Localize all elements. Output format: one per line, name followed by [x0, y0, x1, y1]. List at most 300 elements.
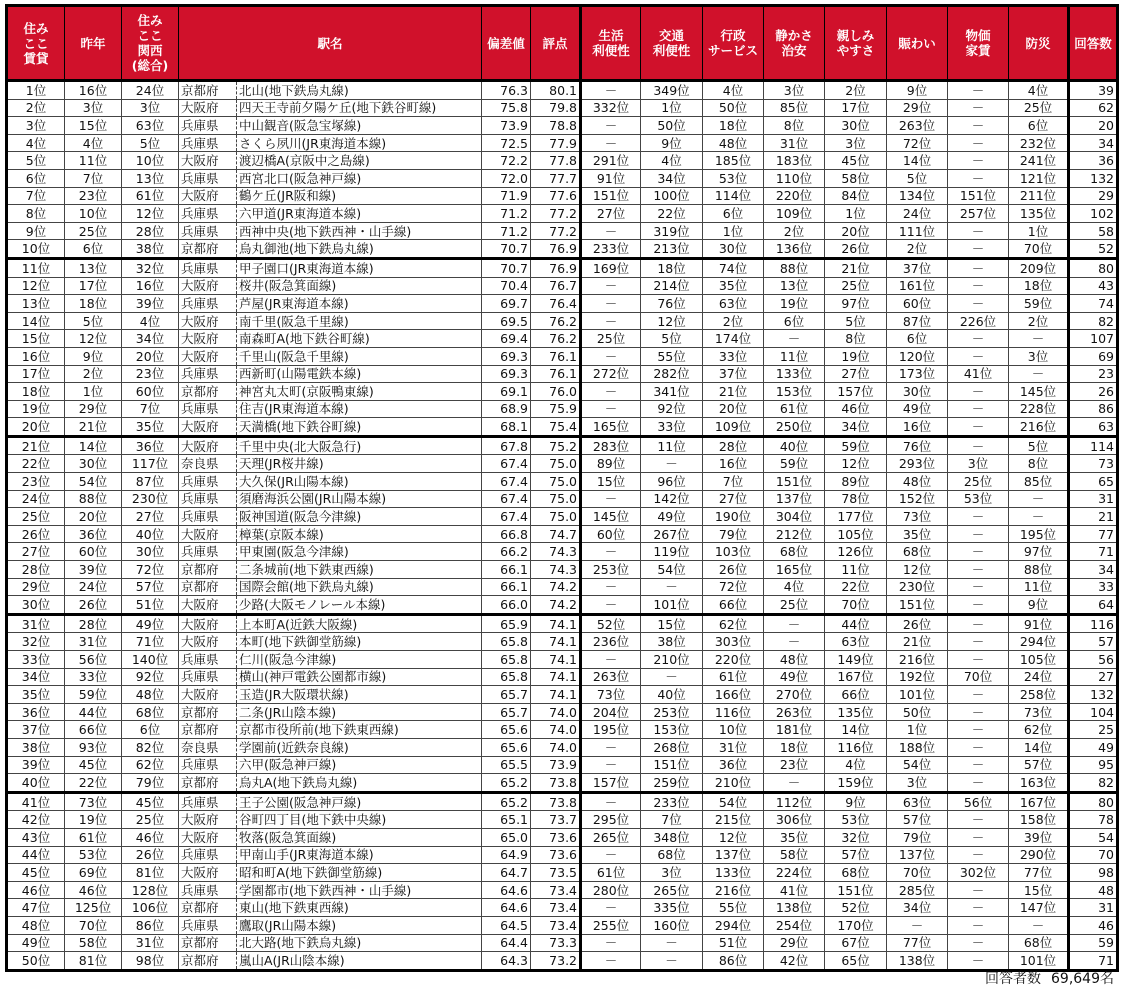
cell-kansai-overall: 7位 [122, 400, 179, 418]
cell-last-year: 39位 [65, 561, 122, 579]
cell-rank: 49位 [7, 934, 65, 952]
cell-prefecture: 兵庫県 [179, 205, 237, 223]
cell-admin-services: 66位 [703, 596, 764, 615]
cell-last-year: 10位 [65, 205, 122, 223]
cell-prices-rent: － [948, 934, 1009, 952]
cell-disaster-prevention: 5位 [1009, 436, 1069, 455]
cell-transport-convenience: 349位 [641, 81, 703, 100]
cell-living-convenience: 25位 [581, 330, 641, 348]
cell-score: 74.0 [531, 738, 581, 756]
cell-transport-convenience: 265位 [641, 881, 703, 899]
cell-quiet-safety: － [764, 633, 825, 651]
cell-rank: 31位 [7, 614, 65, 633]
cell-responses: 132 [1069, 686, 1118, 704]
cell-score: 77.7 [531, 169, 581, 187]
cell-kansai-overall: 16位 [122, 277, 179, 295]
cell-friendliness: 53位 [825, 811, 887, 829]
cell-responses: 64 [1069, 596, 1118, 615]
cell-prefecture: 兵庫県 [179, 365, 237, 383]
cell-prefecture: 大阪府 [179, 277, 237, 295]
cell-kansai-overall: 51位 [122, 596, 179, 615]
cell-living-convenience: 253位 [581, 561, 641, 579]
cell-disaster-prevention: 121位 [1009, 169, 1069, 187]
cell-kansai-overall: 12位 [122, 205, 179, 223]
cell-rank: 50位 [7, 952, 65, 971]
cell-quiet-safety: 31位 [764, 134, 825, 152]
cell-station: 烏丸御池(地下鉄烏丸線) [237, 240, 482, 259]
cell-kansai-overall: 26位 [122, 846, 179, 864]
cell-admin-services: 50位 [703, 99, 764, 117]
cell-quiet-safety: 6位 [764, 312, 825, 330]
cell-deviation: 72.5 [482, 134, 531, 152]
cell-station: 須磨海浜公園(JR山陽本線) [237, 490, 482, 508]
cell-disaster-prevention: 57位 [1009, 756, 1069, 774]
cell-deviation: 66.0 [482, 596, 531, 615]
cell-kansai-overall: 98位 [122, 952, 179, 971]
cell-deviation: 66.2 [482, 543, 531, 561]
cell-quiet-safety: 18位 [764, 738, 825, 756]
cell-deviation: 66.1 [482, 578, 531, 596]
cell-deviation: 67.4 [482, 455, 531, 473]
cell-score: 77.2 [531, 222, 581, 240]
cell-last-year: 73位 [65, 792, 122, 811]
cell-transport-convenience: 50位 [641, 117, 703, 135]
cell-transport-convenience: 142位 [641, 490, 703, 508]
table-row [7, 792, 1118, 811]
cell-disaster-prevention: 195位 [1009, 525, 1069, 543]
cell-station: 学園都市(地下鉄西神・山手線) [237, 881, 482, 899]
cell-kansai-overall: 60位 [122, 383, 179, 401]
table-row [7, 418, 1118, 437]
cell-friendliness: 70位 [825, 596, 887, 615]
cell-admin-services: 12位 [703, 828, 764, 846]
cell-prefecture: 京都府 [179, 383, 237, 401]
cell-transport-convenience: 253位 [641, 703, 703, 721]
cell-kansai-overall: 63位 [122, 117, 179, 135]
cell-liveliness: 35位 [887, 525, 948, 543]
cell-quiet-safety: 25位 [764, 596, 825, 615]
cell-quiet-safety: 59位 [764, 455, 825, 473]
cell-last-year: 1位 [65, 383, 122, 401]
table-row [7, 169, 1118, 187]
cell-deviation: 70.7 [482, 240, 531, 259]
cell-admin-services: 303位 [703, 633, 764, 651]
cell-deviation: 64.3 [482, 952, 531, 971]
cell-friendliness: 22位 [825, 578, 887, 596]
cell-prefecture: 大阪府 [179, 347, 237, 365]
cell-responses: 27 [1069, 668, 1118, 686]
cell-friendliness: 66位 [825, 686, 887, 704]
cell-prices-rent: － [948, 846, 1009, 864]
cell-kansai-overall: 34位 [122, 330, 179, 348]
cell-rank: 23位 [7, 473, 65, 491]
cell-living-convenience: － [581, 383, 641, 401]
table-row [7, 881, 1118, 899]
cell-rank: 21位 [7, 436, 65, 455]
cell-rank: 27位 [7, 543, 65, 561]
cell-score: 73.4 [531, 899, 581, 917]
header-prices-rent: 物価 家賃 [948, 6, 1009, 81]
cell-transport-convenience: 213位 [641, 240, 703, 259]
cell-responses: 31 [1069, 490, 1118, 508]
cell-station: 二条城前(地下鉄東西線) [237, 561, 482, 579]
cell-kansai-overall: 62位 [122, 756, 179, 774]
cell-deviation: 64.7 [482, 864, 531, 882]
cell-prefecture: 大阪府 [179, 828, 237, 846]
cell-admin-services: 30位 [703, 240, 764, 259]
cell-prices-rent: 56位 [948, 792, 1009, 811]
cell-last-year: 19位 [65, 811, 122, 829]
cell-deviation: 65.7 [482, 703, 531, 721]
cell-living-convenience: － [581, 756, 641, 774]
cell-station: 阪神国道(阪急今津線) [237, 508, 482, 526]
cell-prefecture: 京都府 [179, 899, 237, 917]
cell-score: 74.7 [531, 525, 581, 543]
cell-transport-convenience: 55位 [641, 347, 703, 365]
cell-prices-rent: － [948, 633, 1009, 651]
cell-prices-rent: － [948, 916, 1009, 934]
cell-disaster-prevention: 101位 [1009, 952, 1069, 971]
cell-responses: 23 [1069, 365, 1118, 383]
cell-living-convenience: 265位 [581, 828, 641, 846]
header-friendliness: 親しみ やすさ [825, 6, 887, 81]
cell-quiet-safety: 85位 [764, 99, 825, 117]
cell-responses: 114 [1069, 436, 1118, 455]
cell-prefecture: 京都府 [179, 952, 237, 971]
cell-liveliness: 48位 [887, 473, 948, 491]
cell-prefecture: 大阪府 [179, 864, 237, 882]
cell-friendliness: 78位 [825, 490, 887, 508]
cell-liveliness: 230位 [887, 578, 948, 596]
cell-quiet-safety: 11位 [764, 347, 825, 365]
cell-kansai-overall: 31位 [122, 934, 179, 952]
cell-quiet-safety: － [764, 614, 825, 633]
cell-admin-services: 55位 [703, 899, 764, 917]
cell-last-year: 60位 [65, 543, 122, 561]
cell-transport-convenience: 15位 [641, 614, 703, 633]
cell-responses: 57 [1069, 633, 1118, 651]
cell-admin-services: 72位 [703, 578, 764, 596]
cell-deviation: 65.2 [482, 792, 531, 811]
cell-last-year: 33位 [65, 668, 122, 686]
table-row [7, 561, 1118, 579]
cell-station: 西神中央(地下鉄西神・山手線) [237, 222, 482, 240]
cell-score: 74.1 [531, 668, 581, 686]
cell-prefecture: 京都府 [179, 703, 237, 721]
cell-station: 国際会館(地下鉄烏丸線) [237, 578, 482, 596]
cell-liveliness: 60位 [887, 295, 948, 313]
cell-transport-convenience: 96位 [641, 473, 703, 491]
cell-living-convenience: － [581, 312, 641, 330]
cell-quiet-safety: 183位 [764, 152, 825, 170]
cell-station: 少路(大阪モノレール本線) [237, 596, 482, 615]
cell-last-year: 125位 [65, 899, 122, 917]
cell-rank: 42位 [7, 811, 65, 829]
cell-friendliness: 46位 [825, 400, 887, 418]
cell-friendliness: 26位 [825, 240, 887, 259]
cell-rank: 4位 [7, 134, 65, 152]
cell-prefecture: 兵庫県 [179, 508, 237, 526]
cell-score: 73.5 [531, 864, 581, 882]
cell-disaster-prevention: 290位 [1009, 846, 1069, 864]
cell-friendliness: 44位 [825, 614, 887, 633]
cell-last-year: 22位 [65, 774, 122, 793]
cell-living-convenience: 15位 [581, 473, 641, 491]
cell-deviation: 67.4 [482, 473, 531, 491]
cell-liveliness: 134位 [887, 187, 948, 205]
cell-rank: 17位 [7, 365, 65, 383]
cell-disaster-prevention: 211位 [1009, 187, 1069, 205]
cell-friendliness: 14位 [825, 721, 887, 739]
cell-admin-services: 20位 [703, 400, 764, 418]
cell-last-year: 93位 [65, 738, 122, 756]
cell-transport-convenience: 76位 [641, 295, 703, 313]
cell-prefecture: 大阪府 [179, 418, 237, 437]
cell-transport-convenience: 153位 [641, 721, 703, 739]
cell-responses: 43 [1069, 277, 1118, 295]
cell-kansai-overall: 61位 [122, 187, 179, 205]
cell-rank: 34位 [7, 668, 65, 686]
cell-rank: 32位 [7, 633, 65, 651]
table-row [7, 828, 1118, 846]
cell-responses: 69 [1069, 347, 1118, 365]
cell-liveliness: 87位 [887, 312, 948, 330]
cell-friendliness: 67位 [825, 934, 887, 952]
cell-friendliness: 170位 [825, 916, 887, 934]
cell-prefecture: 大阪府 [179, 99, 237, 117]
cell-friendliness: 34位 [825, 418, 887, 437]
cell-disaster-prevention: 145位 [1009, 383, 1069, 401]
cell-prefecture: 兵庫県 [179, 846, 237, 864]
cell-prices-rent: － [948, 258, 1009, 277]
cell-prefecture: 大阪府 [179, 312, 237, 330]
cell-deviation: 65.1 [482, 811, 531, 829]
cell-disaster-prevention: 15位 [1009, 881, 1069, 899]
cell-disaster-prevention: 258位 [1009, 686, 1069, 704]
cell-responses: 58 [1069, 222, 1118, 240]
cell-prices-rent: － [948, 277, 1009, 295]
cell-liveliness: 30位 [887, 383, 948, 401]
cell-living-convenience: 204位 [581, 703, 641, 721]
cell-prices-rent: － [948, 134, 1009, 152]
cell-disaster-prevention: 232位 [1009, 134, 1069, 152]
cell-admin-services: 166位 [703, 686, 764, 704]
cell-liveliness: 50位 [887, 703, 948, 721]
cell-kansai-overall: 25位 [122, 811, 179, 829]
cell-prefecture: 兵庫県 [179, 792, 237, 811]
cell-disaster-prevention: 77位 [1009, 864, 1069, 882]
cell-deviation: 71.9 [482, 187, 531, 205]
cell-rank: 41位 [7, 792, 65, 811]
cell-living-convenience: 263位 [581, 668, 641, 686]
cell-deviation: 69.3 [482, 347, 531, 365]
cell-kansai-overall: 23位 [122, 365, 179, 383]
cell-prices-rent: － [948, 811, 1009, 829]
cell-kansai-overall: 71位 [122, 633, 179, 651]
cell-deviation: 70.7 [482, 258, 531, 277]
cell-responses: 74 [1069, 295, 1118, 313]
header-deviation: 偏差値 [482, 6, 531, 81]
cell-friendliness: 58位 [825, 169, 887, 187]
cell-responses: 34 [1069, 561, 1118, 579]
cell-friendliness: 89位 [825, 473, 887, 491]
cell-disaster-prevention: 14位 [1009, 738, 1069, 756]
table-row [7, 668, 1118, 686]
cell-responses: 49 [1069, 738, 1118, 756]
cell-responses: 63 [1069, 418, 1118, 437]
cell-quiet-safety: 220位 [764, 187, 825, 205]
cell-responses: 26 [1069, 383, 1118, 401]
cell-admin-services: 26位 [703, 561, 764, 579]
cell-last-year: 46位 [65, 881, 122, 899]
cell-liveliness: 26位 [887, 614, 948, 633]
cell-station: 鶴ケ丘(JR阪和線) [237, 187, 482, 205]
cell-transport-convenience: 18位 [641, 258, 703, 277]
cell-disaster-prevention: － [1009, 490, 1069, 508]
cell-prefecture: 京都府 [179, 934, 237, 952]
cell-prefecture: 大阪府 [179, 633, 237, 651]
cell-transport-convenience: 1位 [641, 99, 703, 117]
cell-living-convenience: － [581, 222, 641, 240]
cell-last-year: 12位 [65, 330, 122, 348]
table-row [7, 899, 1118, 917]
cell-score: 74.0 [531, 721, 581, 739]
cell-disaster-prevention: 163位 [1009, 774, 1069, 793]
cell-prices-rent: － [948, 117, 1009, 135]
cell-friendliness: 45位 [825, 152, 887, 170]
cell-station: 六甲道(JR東海道本線) [237, 205, 482, 223]
cell-disaster-prevention: 8位 [1009, 455, 1069, 473]
cell-admin-services: 294位 [703, 916, 764, 934]
cell-deviation: 71.2 [482, 205, 531, 223]
cell-score: 75.4 [531, 418, 581, 437]
cell-friendliness: 116位 [825, 738, 887, 756]
cell-disaster-prevention: 97位 [1009, 543, 1069, 561]
cell-prefecture: 京都府 [179, 774, 237, 793]
cell-admin-services: 21位 [703, 383, 764, 401]
header-liveliness: 賑わい [887, 6, 948, 81]
cell-disaster-prevention: 68位 [1009, 934, 1069, 952]
table-row [7, 774, 1118, 793]
table-row [7, 952, 1118, 971]
cell-prices-rent: － [948, 81, 1009, 100]
cell-rank: 28位 [7, 561, 65, 579]
table-row [7, 134, 1118, 152]
cell-prefecture: 京都府 [179, 561, 237, 579]
cell-transport-convenience: 214位 [641, 277, 703, 295]
cell-liveliness: 3位 [887, 774, 948, 793]
cell-quiet-safety: 153位 [764, 383, 825, 401]
cell-station: 千里中央(北大阪急行) [237, 436, 482, 455]
cell-prices-rent: 257位 [948, 205, 1009, 223]
cell-disaster-prevention: － [1009, 330, 1069, 348]
table-row [7, 222, 1118, 240]
cell-score: 73.4 [531, 916, 581, 934]
cell-station: 横山(神戸電鉄公園都市線) [237, 668, 482, 686]
cell-disaster-prevention: 105位 [1009, 651, 1069, 669]
cell-rank: 26位 [7, 525, 65, 543]
cell-liveliness: 12位 [887, 561, 948, 579]
cell-score: 75.0 [531, 490, 581, 508]
cell-quiet-safety: 19位 [764, 295, 825, 313]
cell-responses: 62 [1069, 99, 1118, 117]
cell-disaster-prevention: 294位 [1009, 633, 1069, 651]
cell-score: 76.2 [531, 330, 581, 348]
cell-rank: 30位 [7, 596, 65, 615]
cell-prices-rent: － [948, 383, 1009, 401]
cell-responses: 70 [1069, 846, 1118, 864]
cell-prices-rent: － [948, 152, 1009, 170]
cell-prices-rent: 53位 [948, 490, 1009, 508]
cell-prefecture: 兵庫県 [179, 651, 237, 669]
cell-responses: 73 [1069, 455, 1118, 473]
cell-friendliness: 8位 [825, 330, 887, 348]
cell-deviation: 72.0 [482, 169, 531, 187]
cell-station: 北山(地下鉄烏丸線) [237, 81, 482, 100]
cell-score: 74.1 [531, 614, 581, 633]
cell-station: 大久保(JR山陽本線) [237, 473, 482, 491]
cell-living-convenience: 255位 [581, 916, 641, 934]
table-row [7, 756, 1118, 774]
cell-kansai-overall: 36位 [122, 436, 179, 455]
cell-kansai-overall: 230位 [122, 490, 179, 508]
cell-liveliness: 2位 [887, 240, 948, 259]
cell-friendliness: 5位 [825, 312, 887, 330]
cell-admin-services: 36位 [703, 756, 764, 774]
cell-living-convenience: － [581, 400, 641, 418]
cell-score: 77.6 [531, 187, 581, 205]
cell-station: 南千里(阪急千里線) [237, 312, 482, 330]
cell-transport-convenience: 3位 [641, 864, 703, 882]
cell-admin-services: 114位 [703, 187, 764, 205]
cell-admin-services: 37位 [703, 365, 764, 383]
cell-last-year: 88位 [65, 490, 122, 508]
table-row [7, 473, 1118, 491]
cell-transport-convenience: 341位 [641, 383, 703, 401]
cell-rank: 19位 [7, 400, 65, 418]
cell-kansai-overall: 27位 [122, 508, 179, 526]
cell-prefecture: 兵庫県 [179, 881, 237, 899]
cell-rank: 5位 [7, 152, 65, 170]
cell-liveliness: 9位 [887, 81, 948, 100]
cell-quiet-safety: 41位 [764, 881, 825, 899]
cell-score: 77.2 [531, 205, 581, 223]
table-row [7, 455, 1118, 473]
cell-admin-services: 116位 [703, 703, 764, 721]
cell-disaster-prevention: － [1009, 916, 1069, 934]
cell-prices-rent: 302位 [948, 864, 1009, 882]
cell-disaster-prevention: 135位 [1009, 205, 1069, 223]
cell-friendliness: 3位 [825, 134, 887, 152]
cell-quiet-safety: 88位 [764, 258, 825, 277]
table-row [7, 738, 1118, 756]
cell-living-convenience: － [581, 738, 641, 756]
cell-last-year: 18位 [65, 295, 122, 313]
cell-station: 東山(地下鉄東西線) [237, 899, 482, 917]
cell-prices-rent: － [948, 222, 1009, 240]
cell-friendliness: 149位 [825, 651, 887, 669]
cell-living-convenience: 295位 [581, 811, 641, 829]
cell-deviation: 69.5 [482, 312, 531, 330]
cell-kansai-overall: 117位 [122, 455, 179, 473]
cell-rank: 45位 [7, 864, 65, 882]
cell-last-year: 66位 [65, 721, 122, 739]
cell-rank: 43位 [7, 828, 65, 846]
cell-disaster-prevention: 209位 [1009, 258, 1069, 277]
cell-deviation: 69.4 [482, 330, 531, 348]
cell-quiet-safety: 110位 [764, 169, 825, 187]
cell-liveliness: 137位 [887, 846, 948, 864]
